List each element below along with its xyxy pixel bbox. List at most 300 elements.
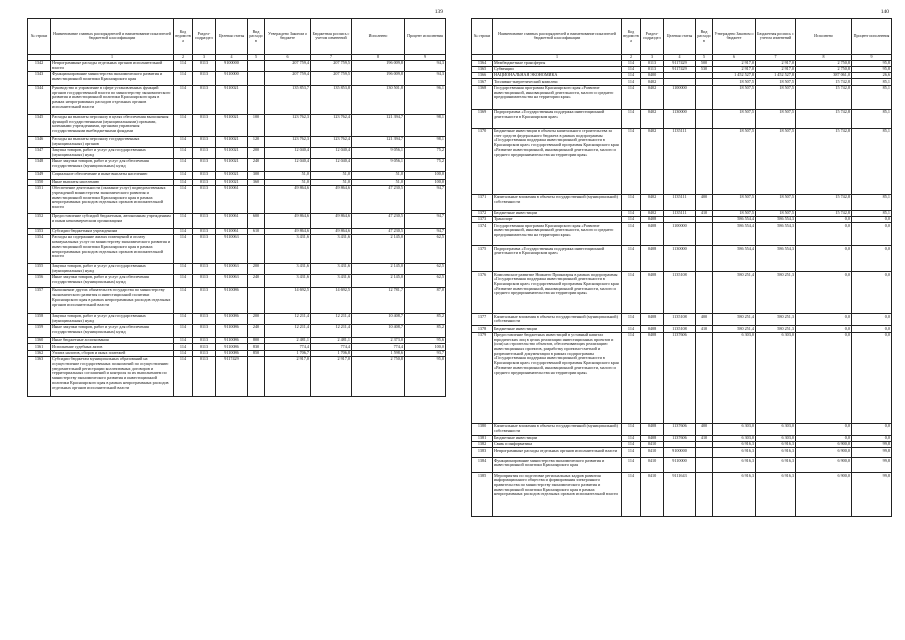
approved-amount-cell: 51,0: [265, 171, 311, 179]
budget-table: [27, 18, 446, 397]
dept-code-cell: 114: [174, 338, 193, 344]
target-article-cell: 9110086: [216, 314, 248, 325]
budget-schedule-cell: 3 431,6: [311, 264, 352, 275]
target-article-cell: 9117429: [664, 66, 696, 72]
section-code-cell: 0402: [641, 79, 664, 85]
header-cell: Вид расходов: [248, 19, 265, 55]
item-name-cell: Субвенции: [493, 66, 622, 72]
item-name-cell: Подпрограмма «Государственная поддержка инвестиционной деятельности в Красноярском крае»: [493, 109, 622, 128]
approved-amount-cell: 1 452 527,8: [713, 73, 756, 79]
budget-schedule-cell: 12 040,4: [311, 158, 352, 171]
item-name-cell: Обеспечение деятельности (оказание услуг) подведомственных учреждений министерства экономического развития и инвестиционной политики Красноярского края в рамках непрограммных расходов отдельных органов исполнительной власти: [51, 185, 174, 213]
approved-amount-cell: 135 853,7: [265, 85, 311, 114]
executed-amount-cell: 15 742,8: [796, 85, 852, 109]
expense-type-cell: 240: [248, 325, 265, 338]
executed-amount-cell: 6 900,0: [796, 473, 852, 517]
approved-amount-cell: 6 916,3: [713, 473, 756, 517]
row-number-cell: 1370: [472, 128, 493, 194]
execution-percent-cell: 96,1: [405, 85, 446, 114]
execution-percent-cell: 62,5: [405, 235, 446, 264]
expense-type-cell: 410: [696, 210, 713, 216]
execution-percent-cell: 0,0: [852, 314, 892, 326]
executed-amount-cell: 9 056,1: [352, 158, 405, 171]
header-cell: Наименование главных распорядителей и наименование показателей бюджетной классификации: [493, 19, 622, 55]
column-number: 8: [352, 54, 405, 60]
approved-amount-cell: 586 554,4: [713, 246, 756, 272]
row-number-cell: 1361: [28, 344, 51, 350]
approved-amount-cell: 3 431,6: [265, 275, 311, 288]
page-number: 140: [880, 9, 889, 15]
row-number-cell: 1347: [28, 147, 51, 158]
item-name-cell: Непрограммные расходы отдельных органов исполнительной власти: [51, 60, 174, 71]
approved-amount-cell: 6 303,0: [713, 435, 756, 441]
section-code-cell: 0113: [193, 264, 216, 275]
budget-schedule-cell: 3 431,6: [311, 275, 352, 288]
expense-type-cell: 200: [248, 147, 265, 158]
section-code-cell: 0113: [193, 158, 216, 171]
dept-code-cell: 114: [174, 235, 193, 264]
table-row: [472, 85, 892, 109]
expense-type-cell: [696, 246, 713, 272]
budget-schedule-cell: 207 759,5: [311, 71, 352, 85]
execution-percent-cell: 62,5: [405, 275, 446, 288]
execution-percent-cell: 94,3: [405, 71, 446, 85]
column-number: 2: [174, 54, 193, 60]
item-name-cell: Бюджетные инвестиции в объекты капитального строительства за счет средств федерального бюджета в рамках подпрограммы «Государственная поддержка инвестиционной деятельности в Красноярском крае» государственной программы Красноярского края «Развитие инвестиционной, инновационной деятельности, малого и среднего предпринимательства на территории края»: [493, 128, 622, 194]
row-number-cell: 1365: [472, 66, 493, 72]
expense-type-cell: 800: [248, 338, 265, 344]
section-code-cell: 0113: [193, 185, 216, 213]
row-number-cell: 1375: [472, 246, 493, 272]
approved-amount-cell: 1 706,7: [265, 350, 311, 356]
section-code-cell: 0408: [641, 423, 664, 435]
execution-percent-cell: 62,5: [405, 264, 446, 275]
execution-percent-cell: 75,2: [405, 147, 446, 158]
expense-type-cell: 410: [696, 435, 713, 441]
header-cell: Процент исполнения: [852, 19, 892, 55]
budget-schedule-cell: 6 916,3: [756, 473, 796, 517]
dept-code-cell: 114: [174, 275, 193, 288]
execution-percent-cell: 94,7: [405, 228, 446, 234]
item-name-cell: Расходы на содержание жилых помещений и оплату коммунальных услуг по министерству экономического развития и инвестиционной политики Красноярского края в рамках непрограммных расходов отдельных органов исполнительной власти: [51, 235, 174, 264]
executed-amount-cell: 0,0: [796, 272, 852, 314]
executed-amount-cell: 15 742,8: [796, 79, 852, 85]
execution-percent-cell: 26,6: [852, 73, 892, 79]
target-article-cell: 1137606: [664, 423, 696, 435]
executed-amount-cell: 0,0: [796, 246, 852, 272]
column-number: 2: [622, 54, 641, 60]
budget-schedule-cell: 6 303,0: [756, 332, 796, 423]
document-page-left: [27, 9, 445, 624]
approved-amount-cell: 6 303,0: [713, 332, 756, 423]
section-code-cell: 0113: [193, 147, 216, 158]
expense-type-cell: 400: [696, 194, 713, 210]
dept-code-cell: 114: [622, 458, 641, 473]
column-number: 9: [852, 54, 892, 60]
table-row: [472, 423, 892, 435]
target-article-cell: 9110061: [216, 185, 248, 213]
dept-code-cell: 114: [622, 128, 641, 194]
row-number-cell: 1372: [472, 210, 493, 216]
table-row: [28, 357, 446, 397]
approved-amount-cell: 580 251,4: [713, 326, 756, 332]
section-code-cell: 0113: [193, 350, 216, 356]
dept-code-cell: 114: [622, 272, 641, 314]
column-number: 1: [51, 54, 174, 60]
dept-code-cell: 114: [622, 435, 641, 441]
executed-amount-cell: 6 900,0: [796, 448, 852, 458]
execution-percent-cell: 99,8: [852, 473, 892, 517]
table-row: [28, 147, 446, 158]
section-code-cell: 0408: [641, 246, 664, 272]
item-name-cell: Непрограммные расходы отдельных органов исполнительной власти: [493, 448, 622, 458]
table-row: [472, 473, 892, 517]
dept-code-cell: 114: [622, 217, 641, 223]
row-number-cell: 1353: [28, 228, 51, 234]
row-number-cell: 1385: [472, 473, 493, 517]
approved-amount-cell: 580 251,4: [713, 272, 756, 314]
item-name-cell: Закупка товаров, работ и услуг для государственных (муниципальных) нужд: [51, 314, 174, 325]
header-cell: Утверждено Законом о бюджете: [713, 19, 756, 55]
executed-amount-cell: 15 742,8: [796, 109, 852, 128]
approved-amount-cell: 18 507,5: [713, 210, 756, 216]
approved-amount-cell: 14 692,5: [265, 288, 311, 314]
row-number-cell: 1384: [472, 458, 493, 473]
item-name-cell: Транспорт: [493, 217, 622, 223]
dept-code-cell: 114: [174, 60, 193, 71]
executed-amount-cell: 10 408,7: [352, 325, 405, 338]
execution-percent-cell: 95,8: [405, 357, 446, 397]
header-row: [472, 19, 892, 55]
expense-type-cell: [248, 71, 265, 85]
budget-schedule-cell: 1 706,8: [311, 350, 352, 356]
dept-code-cell: 114: [174, 213, 193, 228]
column-number: 3: [193, 54, 216, 60]
target-article-cell: 9110063: [216, 235, 248, 264]
execution-percent-cell: 75,2: [405, 158, 446, 171]
dept-code-cell: 114: [174, 171, 193, 179]
dept-code-cell: 114: [174, 147, 193, 158]
executed-amount-cell: 121 394,7: [352, 114, 405, 136]
budget-schedule-cell: 2 917,0: [756, 60, 796, 66]
executed-amount-cell: 2 750,8: [796, 60, 852, 66]
execution-percent-cell: 0,0: [852, 326, 892, 332]
dept-code-cell: 114: [174, 114, 193, 136]
approved-amount-cell: 3 431,6: [265, 264, 311, 275]
expense-type-cell: 530: [696, 66, 713, 72]
row-number-cell: 1364: [472, 60, 493, 66]
header-cell: Код ведомства: [174, 19, 193, 55]
approved-amount-cell: 18 507,5: [713, 128, 756, 194]
executed-amount-cell: 51,0: [352, 171, 405, 179]
row-number-cell: 1358: [28, 314, 51, 325]
approved-amount-cell: 12 040,4: [265, 158, 311, 171]
budget-schedule-cell: 207 759,5: [311, 60, 352, 71]
dept-code-cell: 114: [174, 136, 193, 147]
item-name-cell: Бюджетные инвестиции: [493, 210, 622, 216]
execution-percent-cell: 0,0: [852, 423, 892, 435]
row-number-cell: 1368: [472, 85, 493, 109]
approved-amount-cell: 123 762,3: [265, 114, 311, 136]
header-cell: Бюджетная роспись с учетом изменений: [311, 19, 352, 55]
execution-percent-cell: 0,0: [852, 272, 892, 314]
column-number: 1: [493, 54, 622, 60]
executed-amount-cell: 0,0: [796, 423, 852, 435]
table-row: [472, 458, 892, 473]
section-code-cell: 0113: [193, 60, 216, 71]
section-code-cell: 0113: [193, 114, 216, 136]
dept-code-cell: 114: [622, 246, 641, 272]
row-number-cell: 1363: [28, 357, 51, 397]
dept-code-cell: 114: [622, 85, 641, 109]
expense-type-cell: 850: [248, 350, 265, 356]
header-cell: Целевая статья: [664, 19, 696, 55]
execution-percent-cell: 85,1: [852, 79, 892, 85]
header-cell: Целевая статья: [216, 19, 248, 55]
expense-type-cell: 300: [248, 171, 265, 179]
column-number: 3: [641, 54, 664, 60]
dept-code-cell: 114: [622, 448, 641, 458]
section-code-cell: 0408: [641, 314, 664, 326]
table-row: [472, 448, 892, 458]
expense-type-cell: [696, 109, 713, 128]
budget-schedule-cell: 18 507,5: [756, 194, 796, 210]
table-row: [28, 185, 446, 213]
section-code-cell: 0113: [193, 171, 216, 179]
dept-code-cell: 114: [622, 60, 641, 66]
budget-schedule-cell: 6 303,0: [756, 435, 796, 441]
budget-schedule-cell: 135 853,8: [311, 85, 352, 114]
target-article-cell: 1135111: [664, 194, 696, 210]
column-number: 7: [311, 54, 352, 60]
target-article-cell: 9111643: [664, 473, 696, 517]
budget-schedule-cell: 18 507,5: [756, 128, 796, 194]
column-number: 5: [696, 54, 713, 60]
approved-amount-cell: 18 507,5: [713, 79, 756, 85]
row-number-cell: 1357: [28, 288, 51, 314]
budget-schedule-cell: 774,4: [311, 344, 352, 350]
approved-amount-cell: 123 762,3: [265, 136, 311, 147]
executed-amount-cell: 0,0: [796, 435, 852, 441]
table-row: [472, 314, 892, 326]
section-code-cell: 0113: [193, 275, 216, 288]
section-code-cell: 0113: [193, 325, 216, 338]
dept-code-cell: 114: [174, 158, 193, 171]
item-name-cell: Субсидии бюджетам муниципальных образований на осуществление государственных полномочий по осуществлению уведомительной регистрации коллективных договоров и территориальных соглашений и контроля за их выполнением по министерству экономического развития и инвестиционной политики Красноярского края в рамках непрограммных расходов отдельных органов исполнительной власти: [51, 357, 174, 397]
approved-amount-cell: 2 917,0: [713, 60, 756, 66]
row-number-cell: 1352: [28, 213, 51, 228]
target-article-cell: 1100000: [664, 223, 696, 246]
target-article-cell: 1130000: [664, 246, 696, 272]
expense-type-cell: 200: [248, 264, 265, 275]
target-article-cell: 9110021: [216, 147, 248, 158]
table-row: [472, 272, 892, 314]
budget-schedule-cell: 586 554,3: [756, 246, 796, 272]
approved-amount-cell: 207 759,4: [265, 71, 311, 85]
section-code-cell: 0410: [641, 441, 664, 447]
row-number-cell: 1374: [472, 223, 493, 246]
header-cell: Исполнено: [796, 19, 852, 55]
target-article-cell: 1135111: [664, 210, 696, 216]
row-number-cell: 1383: [472, 448, 493, 458]
approved-amount-cell: 51,0: [265, 179, 311, 185]
executed-amount-cell: 15 742,8: [796, 210, 852, 216]
section-code-cell: 0408: [641, 217, 664, 223]
dept-code-cell: 114: [622, 223, 641, 246]
execution-percent-cell: 94,3: [405, 60, 446, 71]
table-body: [28, 60, 446, 396]
expense-type-cell: [696, 332, 713, 423]
dept-code-cell: 114: [622, 194, 641, 210]
budget-schedule-cell: 2 917,0: [311, 357, 352, 397]
header-cell: Утверждено Законом о бюджете: [265, 19, 311, 55]
row-number-cell: 1351: [28, 185, 51, 213]
execution-percent-cell: 95,6: [405, 338, 446, 344]
column-number: 6: [713, 54, 756, 60]
target-article-cell: 1137606: [664, 332, 696, 423]
target-article-cell: 1135108: [664, 272, 696, 314]
section-code-cell: 0408: [641, 332, 664, 423]
expense-type-cell: [248, 85, 265, 114]
item-name-cell: Расходы на выплаты персоналу государственных (муниципальных) органов: [51, 136, 174, 147]
target-article-cell: 1130000: [664, 109, 696, 128]
dept-code-cell: 114: [174, 325, 193, 338]
row-number-cell: 1359: [28, 325, 51, 338]
approved-amount-cell: 774,4: [265, 344, 311, 350]
executed-amount-cell: 12 781,7: [352, 288, 405, 314]
item-name-cell: Субсидии бюджетным учреждениям: [51, 228, 174, 234]
approved-amount-cell: 2 917,0: [265, 357, 311, 397]
item-name-cell: Выполнение других обязательств государства по министерству экономического развития и инвестиционной политики Красноярского края в рамках непрограммных расходов отдельных органов исполнительной власти: [51, 288, 174, 314]
column-number: 8: [796, 54, 852, 60]
item-name-cell: Иные закупки товаров, работ и услуг для обеспечения государственных (муниципальных) нужд: [51, 158, 174, 171]
item-name-cell: Капитальные вложения в объекты государственной (муниципальной) собственности: [493, 314, 622, 326]
item-name-cell: Иные выплаты населению: [51, 179, 174, 185]
dept-code-cell: 114: [174, 185, 193, 213]
budget-schedule-cell: 18 507,5: [756, 79, 796, 85]
approved-amount-cell: 12 211,4: [265, 325, 311, 338]
execution-percent-cell: 99,8: [852, 441, 892, 447]
row-number-cell: 1360: [28, 338, 51, 344]
row-number-cell: 1342: [28, 60, 51, 71]
section-code-cell: 0113: [193, 338, 216, 344]
budget-schedule-cell: 1 452 527,8: [756, 73, 796, 79]
execution-percent-cell: 99,8: [852, 458, 892, 473]
target-article-cell: 1100000: [664, 85, 696, 109]
row-number-cell: 1345: [28, 114, 51, 136]
target-article-cell: 9110021: [216, 158, 248, 171]
row-number-cell: 1369: [472, 109, 493, 128]
row-number-cell: 1362: [28, 350, 51, 356]
target-article-cell: 1137606: [664, 435, 696, 441]
expense-type-cell: [696, 272, 713, 314]
row-number-cell: 1348: [28, 158, 51, 171]
column-number: 7: [756, 54, 796, 60]
section-code-cell: 0402: [641, 210, 664, 216]
item-name-cell: Руководство и управление в сфере установленных функций органов государственной власти по министерству экономического развития и инвестиционной политики Красноярского края в рамках непрограммных расходов отдельных органов исполнительной власти: [51, 85, 174, 114]
header-cell: Процент исполнения: [405, 19, 446, 55]
executed-amount-cell: 1 598,6: [352, 350, 405, 356]
target-article-cell: 9100000: [664, 448, 696, 458]
budget-schedule-cell: 12 040,4: [311, 147, 352, 158]
executed-amount-cell: 47 230,5: [352, 228, 405, 234]
budget-schedule-cell: 586 554,3: [756, 223, 796, 246]
budget-schedule-cell: 14 692,5: [311, 288, 352, 314]
target-article-cell: 9110021: [216, 179, 248, 185]
row-number-cell: 1376: [472, 272, 493, 314]
header-cell: Бюджетная роспись с учетом изменений: [756, 19, 796, 55]
dept-code-cell: 114: [622, 210, 641, 216]
table-row: [472, 332, 892, 423]
row-number-cell: 1355: [28, 264, 51, 275]
table-row: [28, 213, 446, 228]
row-number-cell: 1377: [472, 314, 493, 326]
executed-amount-cell: 0,0: [796, 332, 852, 423]
dept-code-cell: 114: [174, 350, 193, 356]
section-code-cell: 0113: [193, 344, 216, 350]
budget-schedule-cell: 51,0: [311, 179, 352, 185]
table-row: [28, 171, 446, 179]
dept-code-cell: 114: [174, 71, 193, 85]
expense-type-cell: [696, 128, 713, 194]
execution-percent-cell: 99,8: [852, 448, 892, 458]
target-article-cell: 1135108: [664, 326, 696, 332]
dept-code-cell: 114: [174, 228, 193, 234]
target-article-cell: 9110063: [216, 264, 248, 275]
item-name-cell: Государственная программа Красноярского края «Развитие инвестиционной, инновационной деятельности, малого и среднего предпринимательства на территории края»: [493, 85, 622, 109]
document-page-right: [471, 9, 891, 624]
row-number-cell: 1354: [28, 235, 51, 264]
header-cell: Раздел-подраздел: [641, 19, 664, 55]
table-row: [28, 235, 446, 264]
approved-amount-cell: 12 040,4: [265, 147, 311, 158]
dept-code-cell: 114: [622, 109, 641, 128]
expense-type-cell: 400: [696, 314, 713, 326]
execution-percent-cell: 0,0: [852, 332, 892, 423]
executed-amount-cell: 2 750,8: [796, 66, 852, 72]
section-code-cell: 0402: [641, 128, 664, 194]
item-name-cell: Иные закупки товаров, работ и услуг для обеспечения государственных (муниципальных) нужд: [51, 325, 174, 338]
execution-percent-cell: 87,0: [405, 288, 446, 314]
dept-code-cell: 114: [622, 73, 641, 79]
dept-code-cell: 114: [622, 473, 641, 517]
section-code-cell: 0400: [641, 73, 664, 79]
expense-type-cell: 240: [248, 275, 265, 288]
item-name-cell: Связь и информатика: [493, 441, 622, 447]
row-number-cell: 1356: [28, 275, 51, 288]
expense-type-cell: 200: [248, 314, 265, 325]
expense-type-cell: 500: [696, 60, 713, 66]
executed-amount-cell: 2 145,0: [352, 264, 405, 275]
approved-amount-cell: 18 507,5: [713, 109, 756, 128]
section-code-cell: 0402: [641, 194, 664, 210]
budget-schedule-cell: 123 762,4: [311, 136, 352, 147]
budget-schedule-cell: 2 481,1: [311, 338, 352, 344]
approved-amount-cell: 18 507,5: [713, 85, 756, 109]
execution-percent-cell: 0,0: [852, 435, 892, 441]
column-number: 4: [664, 54, 696, 60]
header-cell: № строки: [472, 19, 493, 55]
budget-table: [471, 18, 892, 517]
row-number-cell: 1367: [472, 79, 493, 85]
table-row: [28, 60, 446, 71]
row-number-cell: 1349: [28, 171, 51, 179]
expense-type-cell: [696, 223, 713, 246]
expense-type-cell: 610: [248, 228, 265, 234]
execution-percent-cell: 98,1: [405, 136, 446, 147]
item-name-cell: Топливно-энергетический комплекс: [493, 79, 622, 85]
approved-amount-cell: 6 916,3: [713, 458, 756, 473]
